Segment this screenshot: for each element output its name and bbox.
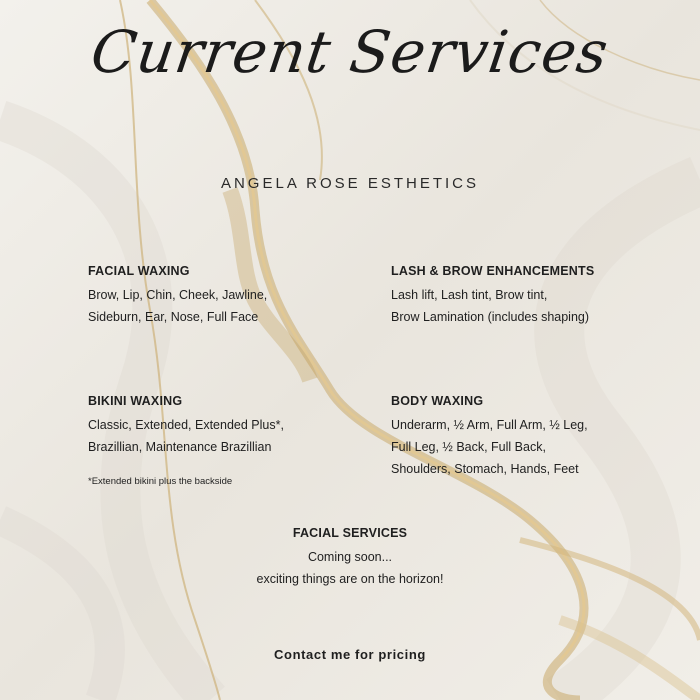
section-heading: BIKINI WAXING (88, 394, 183, 408)
section-heading: BODY WAXING (391, 394, 484, 408)
section-facial-waxing (88, 264, 267, 328)
footnote: *Extended bikini plus the backside (88, 476, 233, 487)
service-line: Brow, Lip, Chin, Cheek, Jawline, (88, 288, 268, 302)
service-line: Coming soon... (307, 550, 393, 564)
page-title: Current Services (87, 18, 613, 86)
section-heading: LASH & BROW ENHANCEMENTS (391, 264, 595, 278)
section-lash-brow (391, 264, 594, 328)
section-bikini-waxing (88, 394, 284, 487)
service-line: Underarm, ½ Arm, Full Arm, ½ Leg, (391, 418, 588, 432)
service-line: Full Leg, ½ Back, Full Back, (391, 440, 546, 454)
service-line: Classic, Extended, Extended Plus*, (88, 418, 284, 432)
service-line: Brazillian, Maintenance Brazillian (88, 440, 272, 454)
service-line: Sideburn, Ear, Nose, Full Face (88, 310, 259, 324)
service-line: Shoulders, Stomach, Hands, Feet (391, 462, 579, 476)
service-line: exciting things are on the horizon! (256, 572, 444, 586)
service-line: Brow Lamination (includes shaping) (391, 310, 590, 324)
section-heading: FACIAL SERVICES (292, 526, 408, 540)
section-body-waxing (391, 394, 588, 480)
section-heading: FACIAL WAXING (88, 264, 190, 278)
contact-for-pricing: Contact me for pricing (274, 647, 426, 662)
service-line: Lash lift, Lash tint, Brow tint, (391, 288, 548, 302)
business-name: ANGELA ROSE ESTHETICS (220, 175, 480, 192)
section-facial-services (200, 526, 500, 590)
